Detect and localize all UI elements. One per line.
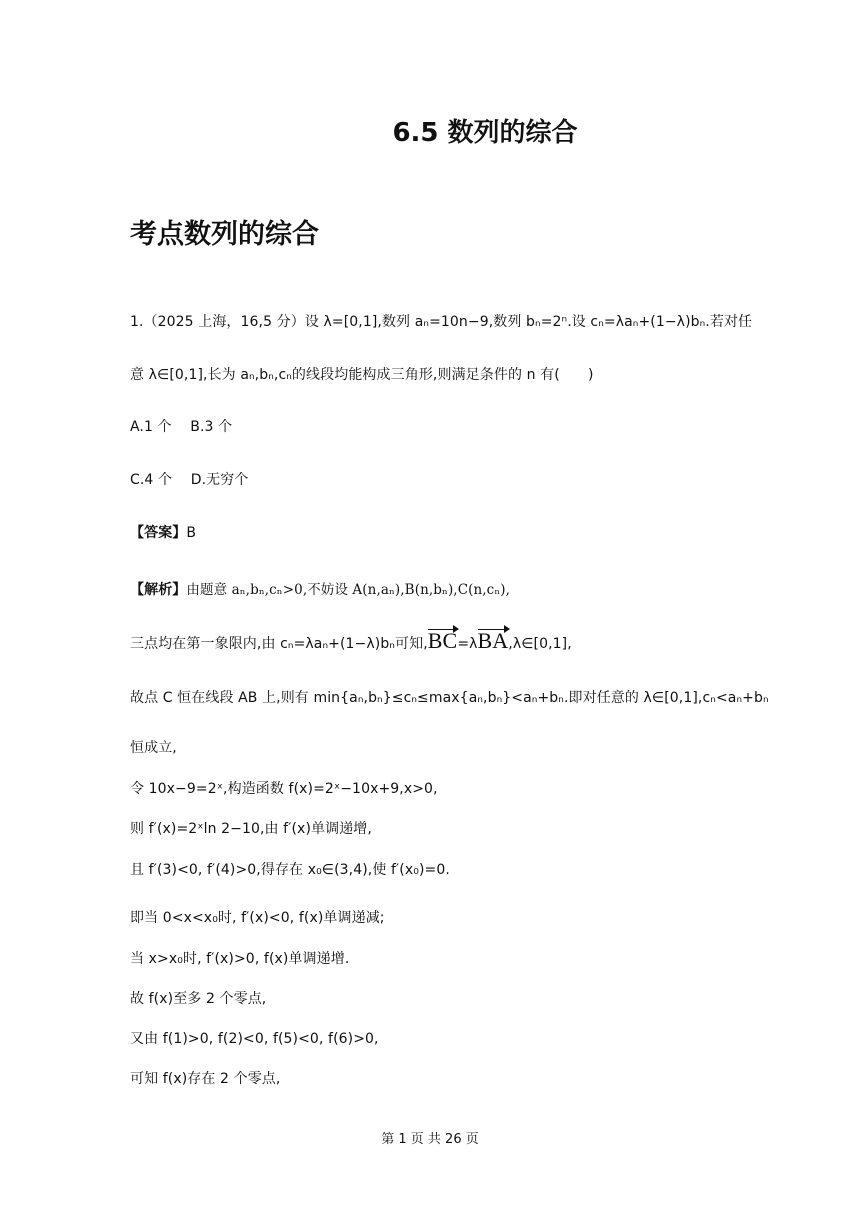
analysis-text: 由题意 aₙ,bₙ,cₙ>0,不妨设 A(n,aₙ),B(n,bₙ),C(n,cₙ),: [186, 582, 511, 598]
answer-value: B: [186, 525, 197, 541]
vector-line-prefix: 三点均在第一象限内,由 cₙ=λaₙ+(1−λ)bₙ可知,: [130, 636, 428, 652]
question-1-line-1: 1.（2025 上海，16,5 分）设 λ=[0,1],数列 aₙ=10n−9,数列 bₙ=2ⁿ.设 cₙ=λaₙ+(1−λ)bₙ.若对任: [130, 314, 753, 330]
page-footer: 第 1 页 共 26 页: [381, 1132, 479, 1147]
analysis-line-8: 当 x>x₀时, f′(x)>0, f(x)单调递增.: [130, 951, 350, 967]
analysis-line-5: 则 f′(x)=2ˣln 2−10,由 f′(x)单调递增,: [130, 821, 372, 837]
analysis-line-2: 故点 C 恒在线段 AB 上,则有 min{aₙ,bₙ}≤cₙ≤max{aₙ,bₙ}<aₙ+bₙ.即对任意的 λ∈[0,1],cₙ<aₙ+bₙ: [130, 690, 769, 706]
analysis-line-7: 即当 0<x<x₀时, f′(x)<0, f(x)单调递减;: [130, 910, 385, 926]
options-c-d: C.4 个 D.无穷个: [130, 472, 249, 488]
analysis-line: [130, 578, 510, 599]
question-1-line-2: 意 λ∈[0,1],长为 aₙ,bₙ,cₙ的线段均能构成三角形,则满足条件的 n 有( ): [130, 367, 594, 383]
page-title: 6.5 数列的综合: [392, 118, 578, 148]
analysis-line-4: 令 10x−9=2ˣ,构造函数 f(x)=2ˣ−10x+9,x>0,: [130, 781, 438, 797]
answer-label: 【答案】: [130, 525, 187, 541]
analysis-line-9: 故 f(x)至多 2 个零点,: [130, 991, 267, 1007]
analysis-line-6: 且 f′(3)<0, f′(4)>0,得存在 x₀∈(3,4),使 f′(x₀)=0.: [130, 862, 450, 878]
vector-bc: BC: [427, 628, 458, 653]
analysis-line-11: 可知 f(x)存在 2 个零点,: [130, 1071, 281, 1087]
analysis-vector-line: [130, 628, 572, 654]
analysis-line-10: 又由 f(1)>0, f(2)<0, f(5)<0, f(6)>0,: [130, 1031, 379, 1047]
vector-equals-lambda: =λ: [457, 636, 478, 652]
vector-line-suffix: ,λ∈[0,1],: [508, 636, 572, 652]
answer-line: [130, 522, 196, 542]
vector-ba: BA: [477, 628, 509, 653]
section-heading: 考点数列的综合: [130, 219, 319, 250]
analysis-line-3: 恒成立,: [130, 740, 177, 756]
analysis-label: 【解析】: [130, 582, 187, 598]
options-a-b: A.1 个 B.3 个: [130, 419, 233, 435]
